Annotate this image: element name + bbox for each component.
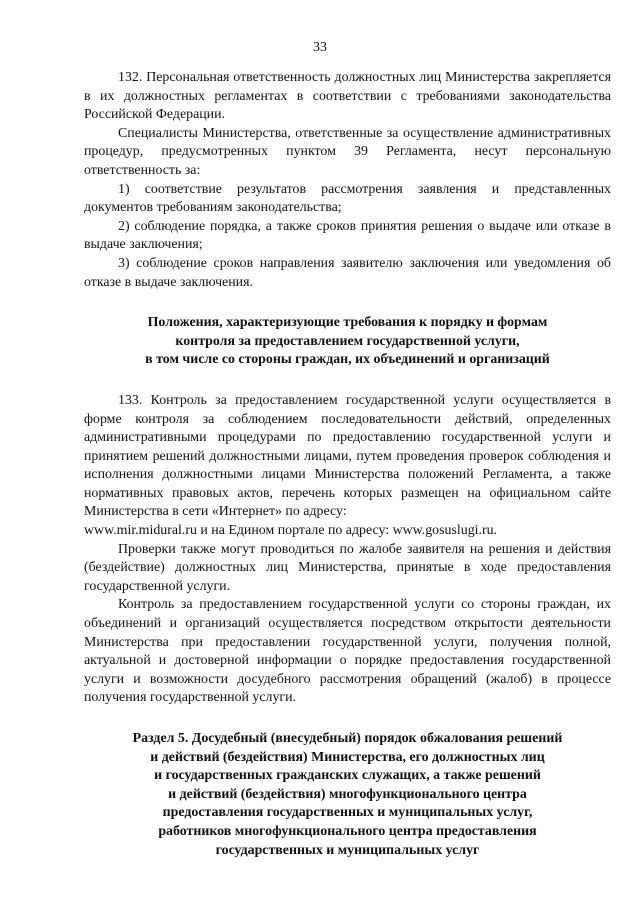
page-number: 33 [313,40,327,55]
paragraph-133: 133. Контроль за предоставлением государственной услуги осуществляется в форме контроля за соблюдением последовательности действий, определенных административными процедурами по предоставлению государственной услуги и принятием решений должностными лицами, путем проведения проверок соблюдения и исполнения должностными лицами Министерства положений Регламента, а также нормативных правовых актов, перечень которых размещен на официальном сайте Министерства в сети «Интернет» по адресу: [84,392,611,520]
heading-line: в том числе со стороны граждан, их объединений и организаций [145,352,550,368]
heading-line: контроля за предоставлением государственной услуги, [175,333,520,349]
heading-line: работников многофункционального центра предоставления [158,823,537,839]
heading-line: государственных и муниципальных услуг [215,842,480,858]
paragraph-urls: www.mir.midural.ru и на Едином портале по адресу: www.gosuslugi.ru. [84,523,498,539]
list-item-2: 2) соблюдение порядка, а также сроков принятия решения о выдаче или отказе в выдаче заключения; [84,218,611,253]
heading-line: и действий (бездействия) многофункционального центра [168,786,527,802]
section-heading-control [84,314,611,370]
heading-line: Положения, характеризующие требования к порядку и формам [147,315,548,331]
heading-line: и государственных гражданских служащих, а также решений [154,768,541,784]
heading-line: Раздел 5. Досудебный (внесудебный) порядок обжалования решений [132,731,563,746]
paragraph-specialists: Специалисты Министерства, ответственные за осуществление административных процедур, предусмотренных пунктом 39 Регламента, несут персональную ответственность за: [84,125,611,178]
heading-line: и действий (бездействия) Министерства, его должностных лиц [150,749,545,765]
list-item-3: 3) соблюдение сроков направления заявителю заключения или уведомления об отказе в выдаче заключения. [84,255,611,290]
heading-line: предоставления государственных и муниципальных услуг, [162,805,533,821]
paragraph-citizen-control: Контроль за предоставлением государственной услуги со стороны граждан, их объединений и организаций осуществляется посредством открытости деятельности Министерства при предоставлении государственной услуги, получения полной, актуальной и достоверной информации о порядке предоставления государственной услуги и возможности досудебного рассмотрения обращений (жалоб) в процессе получения государственной услуги. [84,597,611,706]
section-heading-5 [84,730,611,860]
document-body [84,69,611,860]
paragraph-132: 132. Персональная ответственность должностных лиц Министерства закрепляется в их должностных регламентах в соответствии с требованиями законодательства Российской Федерации. [84,70,611,123]
list-item-1: 1) соответствие результатов рассмотрения заявления и представленных документов требованиям законодательства; [84,181,611,216]
paragraph-inspections: Проверки также могут проводиться по жалобе заявителя на решения и действия (бездействие) должностных лиц Министерства, принятые в ходе предоставления государственной услуги. [84,541,611,594]
